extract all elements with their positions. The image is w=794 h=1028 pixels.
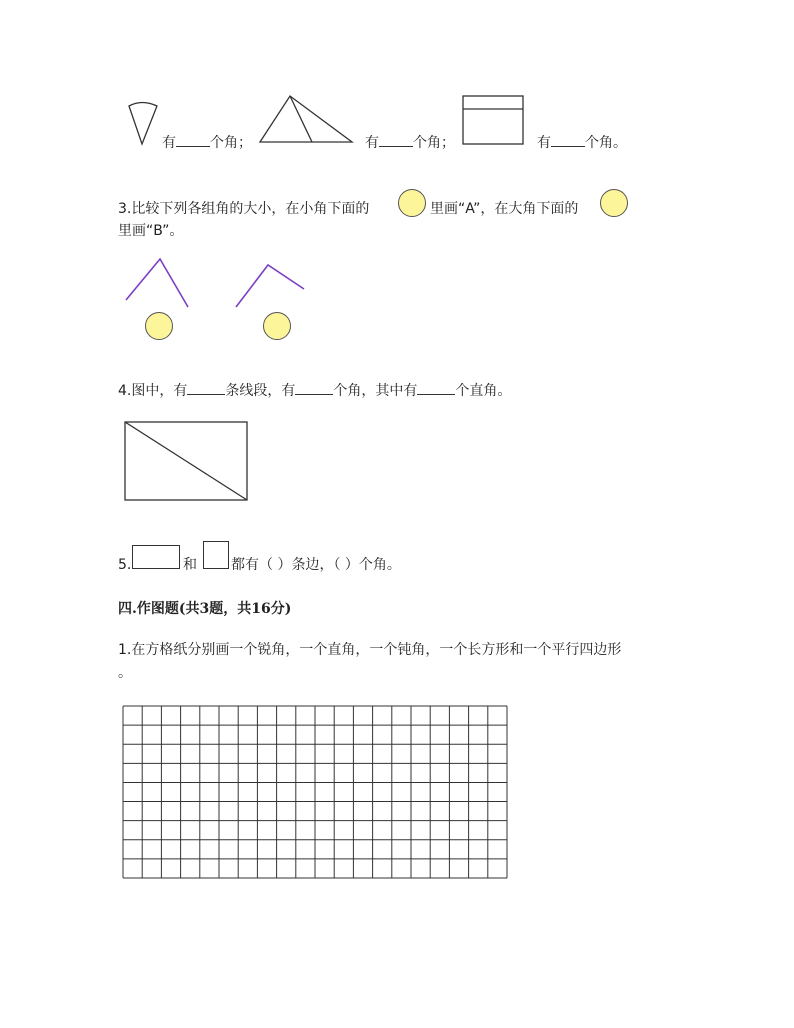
shape2-blank[interactable] [379,132,413,147]
q3-text-1: 3.比较下列各组角的大小，在小角下面的 [118,201,370,217]
rectangle-with-diagonal [124,421,250,503]
answer-circle-right[interactable] [263,312,291,340]
q4-1-line1: 1.在方格纸分别画一个锐角，一个直角，一个钝角，一个长方形和一个平行四边形 [118,642,622,658]
q5-rectangle [132,545,180,569]
q5-and: 和 [183,557,197,573]
angle-left [126,259,188,307]
shape3-blank[interactable] [551,132,585,147]
q4-1-line2: 。 [118,665,132,681]
fan-shape [126,100,160,148]
q3-text-2: 里画“A”，在大角下面的 [430,201,579,217]
q3-text-3: 里画“B”。 [118,223,184,239]
shape1-answer: 有 个角； [162,132,252,152]
angle-right [236,265,304,307]
angle-count-blank[interactable] [295,380,333,395]
triangle-figure [258,94,354,146]
large-angle-circle-legend [600,189,628,217]
right-angle-count-blank[interactable] [417,380,455,395]
angle-pair [120,255,310,315]
small-angle-circle-legend [398,189,426,217]
shape3-answer: 有 个角。 [537,132,627,152]
section-title: 四.作图题(共3题，共16分) [118,601,292,617]
shape2-answer: 有 个角； [365,132,455,152]
answer-circle-left[interactable] [145,312,173,340]
q5-square [203,541,229,569]
rectangle-figure [462,95,524,145]
q5-number: 5. [118,557,132,573]
grid-paper[interactable] [122,705,508,879]
q5-text: 都有（ ）条边，（ ）个角。 [231,557,401,573]
shape1-blank[interactable] [176,132,210,147]
q4-text: 4.图中，有 条线段，有 个角，其中有 个直角。 [118,380,511,400]
segment-count-blank[interactable] [187,380,225,395]
